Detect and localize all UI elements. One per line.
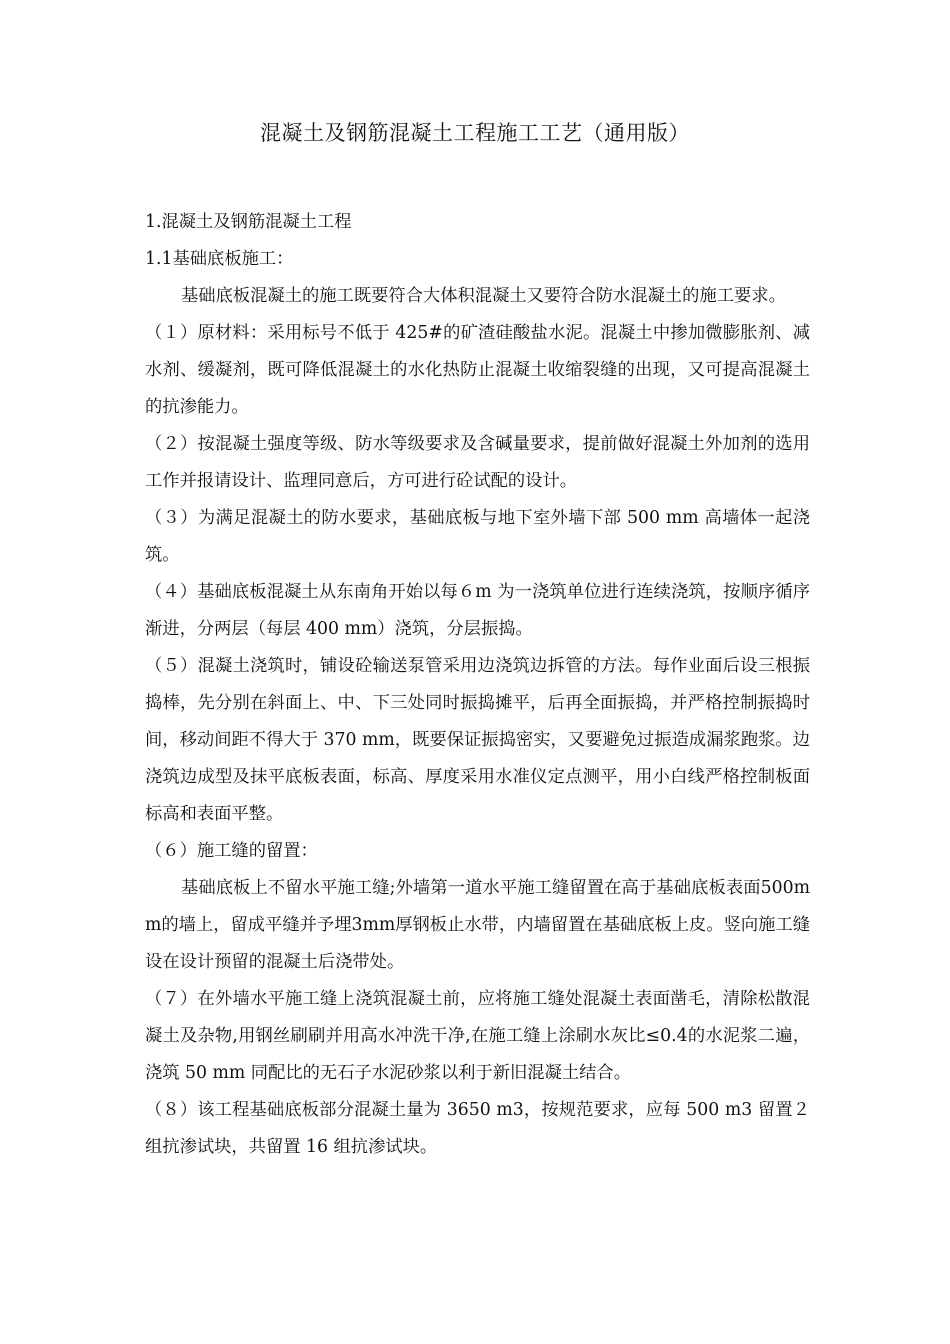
paragraph-item-3: （３）为满足混凝土的防水要求，基础底板与地下室外墙下部 500 mm 高墙体一起浇筑。 [145,508,810,565]
section-heading: 1.混凝土及钢筋混凝土工程 [145,212,352,232]
paragraph-item-6-detail: 基础底板上不留水平施工缝;外墙第一道水平施工缝留置在高于基础底板表面500mm的墙上，留成平缝并予埋3mm厚钢板止水带，内墙留置在基础底板上皮。竖向施工缝设在设计预留的混凝土后浇带处。 [145,878,811,972]
paragraph-item-5: （５）混凝土浇筑时，铺设砼输送泵管采用边浇筑边拆管的方法。每作业面后设三根振捣棒，先分别在斜面上、中、下三处同时振捣摊平，后再全面振捣，并严格控制振捣时间，移动间距不得大于 370 mm，既要保证振捣密实，又要避免过振造成漏浆跑浆。边浇筑边成型及抹平底板表面，标高、厚度采用水准仪定点测平，用小白线严格控制板面标高和表面平整。 [145,656,810,824]
document-title: 混凝土及钢筋混凝土工程施工工艺（通用版） [260,121,690,145]
paragraph-item-6: （６）施工缝的留置： [145,841,318,861]
document-body [145,204,810,1166]
paragraph-intro: 基础底板混凝土的施工既要符合大体积混凝土又要符合防水混凝土的施工要求。 [181,286,786,306]
paragraph-item-7: （７）在外墙水平施工缝上浇筑混凝土前，应将施工缝处混凝土表面凿毛，清除松散混凝土及杂物,用钢丝刷刷并用高水冲洗干净,在施工缝上涂刷水灰比≤0.4的水泥浆二遍，浇筑 50 mm 同配比的无石子水泥砂浆以利于新旧混凝土结合。 [145,989,810,1083]
subsection-heading: 1.1基础底板施工： [145,249,294,269]
paragraph-item-1: （１）原材料：采用标号不低于 425#的矿渣硅酸盐水泥。混凝土中掺加微膨胀剂、减水剂、缓凝剂，既可降低混凝土的水化热防止混凝土收缩裂缝的出现，又可提高混凝土的抗渗能力。 [145,323,810,417]
paragraph-item-4: （４）基础底板混凝土从东南角开始以每６m 为一浇筑单位进行连续浇筑，按顺序循序渐进，分两层（每层 400 mm）浇筑，分层振捣。 [145,582,810,639]
paragraph-item-8: （８）该工程基础底板部分混凝土量为 3650 m3，按规范要求，应每 500 m3 留置２组抗渗试块，共留置 16 组抗渗试块。 [145,1100,810,1157]
paragraph-item-2: （２）按混凝土强度等级、防水等级要求及含碱量要求，提前做好混凝土外加剂的选用工作并报请设计、监理同意后，方可进行砼试配的设计。 [145,434,810,491]
